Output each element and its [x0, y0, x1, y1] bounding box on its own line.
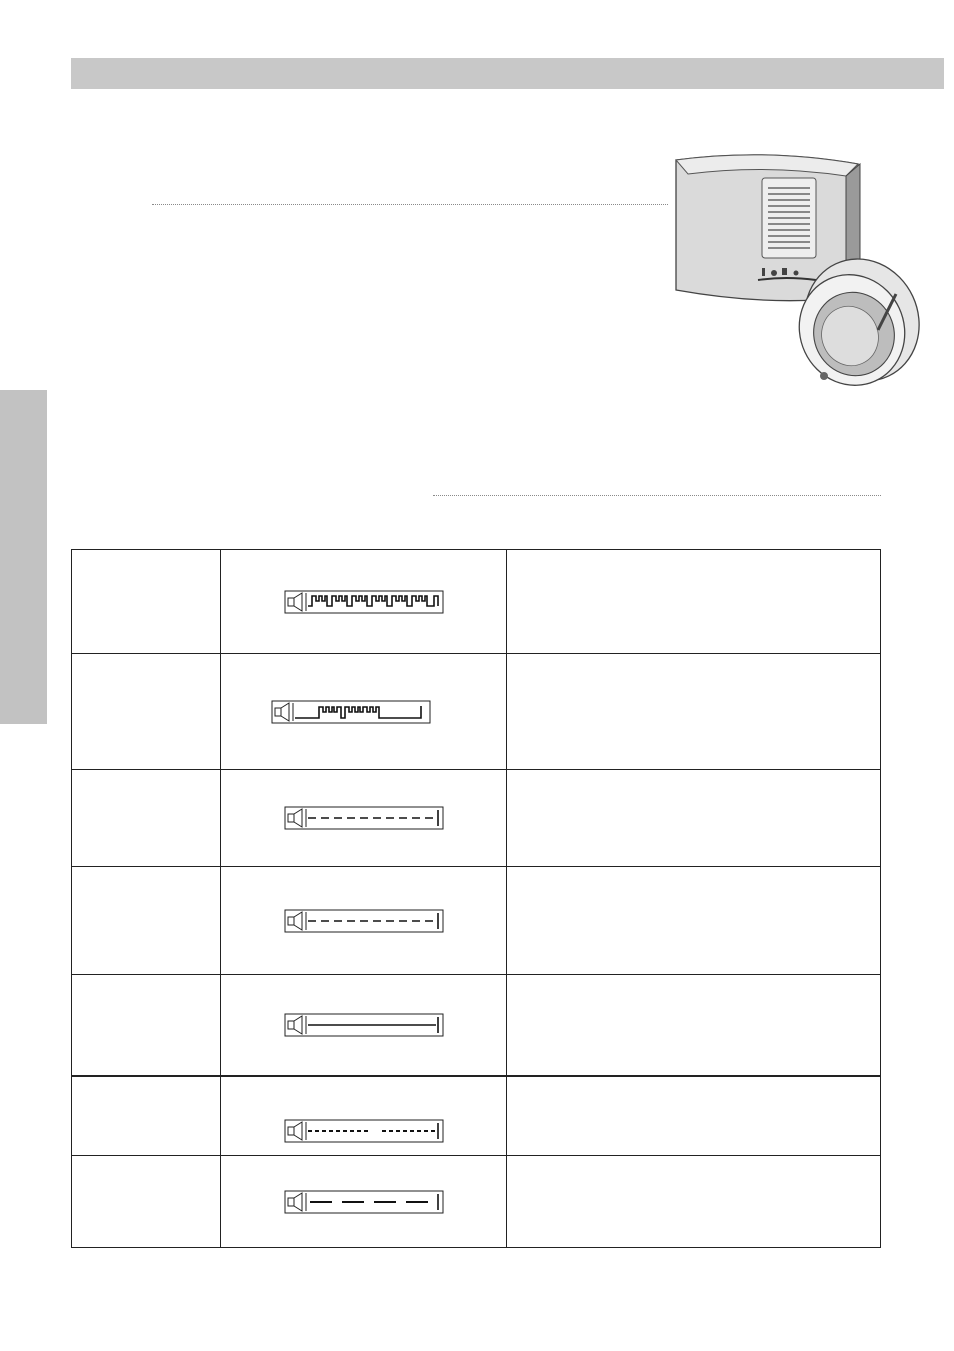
dashed-sound-icon	[284, 909, 444, 933]
signal-description-cell	[507, 867, 881, 975]
signal-name-cell	[72, 654, 221, 770]
section-rule-top	[152, 204, 668, 205]
signal-pattern-cell	[221, 550, 507, 654]
table-row	[72, 550, 881, 654]
signal-name-cell	[72, 975, 221, 1076]
signal-name-cell	[72, 550, 221, 654]
signal-pattern-cell	[221, 770, 507, 867]
signal-name-cell	[72, 770, 221, 867]
dashed-sound-icon	[284, 806, 444, 830]
section-rule-bottom	[433, 495, 881, 496]
table-row	[72, 867, 881, 975]
signal-description-cell	[507, 654, 881, 770]
page-header-bar	[71, 58, 944, 89]
signal-description-cell	[507, 1156, 881, 1248]
short-dashes-with-gap-sound-icon	[284, 1119, 444, 1143]
signal-description-cell	[507, 975, 881, 1076]
table-row	[72, 975, 881, 1076]
table-row	[72, 654, 881, 770]
pulsed-wave-with-gaps-sound-icon	[271, 700, 431, 724]
signals-table	[71, 549, 881, 1248]
signal-description-cell	[507, 770, 881, 867]
signal-name-cell	[72, 1156, 221, 1248]
section-side-tab	[0, 390, 47, 724]
continuous-sound-icon	[284, 1013, 444, 1037]
table-row	[72, 1076, 881, 1156]
table-row	[72, 770, 881, 867]
signal-pattern-cell	[221, 1156, 507, 1248]
signal-pattern-cell	[221, 1076, 507, 1156]
signal-name-cell	[72, 1076, 221, 1156]
long-dashes-sound-icon	[284, 1190, 444, 1214]
signal-pattern-cell	[221, 654, 507, 770]
table-row	[72, 1156, 881, 1248]
signal-description-cell	[507, 550, 881, 654]
signal-description-cell	[507, 1076, 881, 1156]
alarm-siren-and-motion-detector-icon	[666, 148, 922, 394]
pulsed-wave-sound-icon	[284, 590, 444, 614]
signal-pattern-cell	[221, 975, 507, 1076]
signal-pattern-cell	[221, 867, 507, 975]
signal-name-cell	[72, 867, 221, 975]
